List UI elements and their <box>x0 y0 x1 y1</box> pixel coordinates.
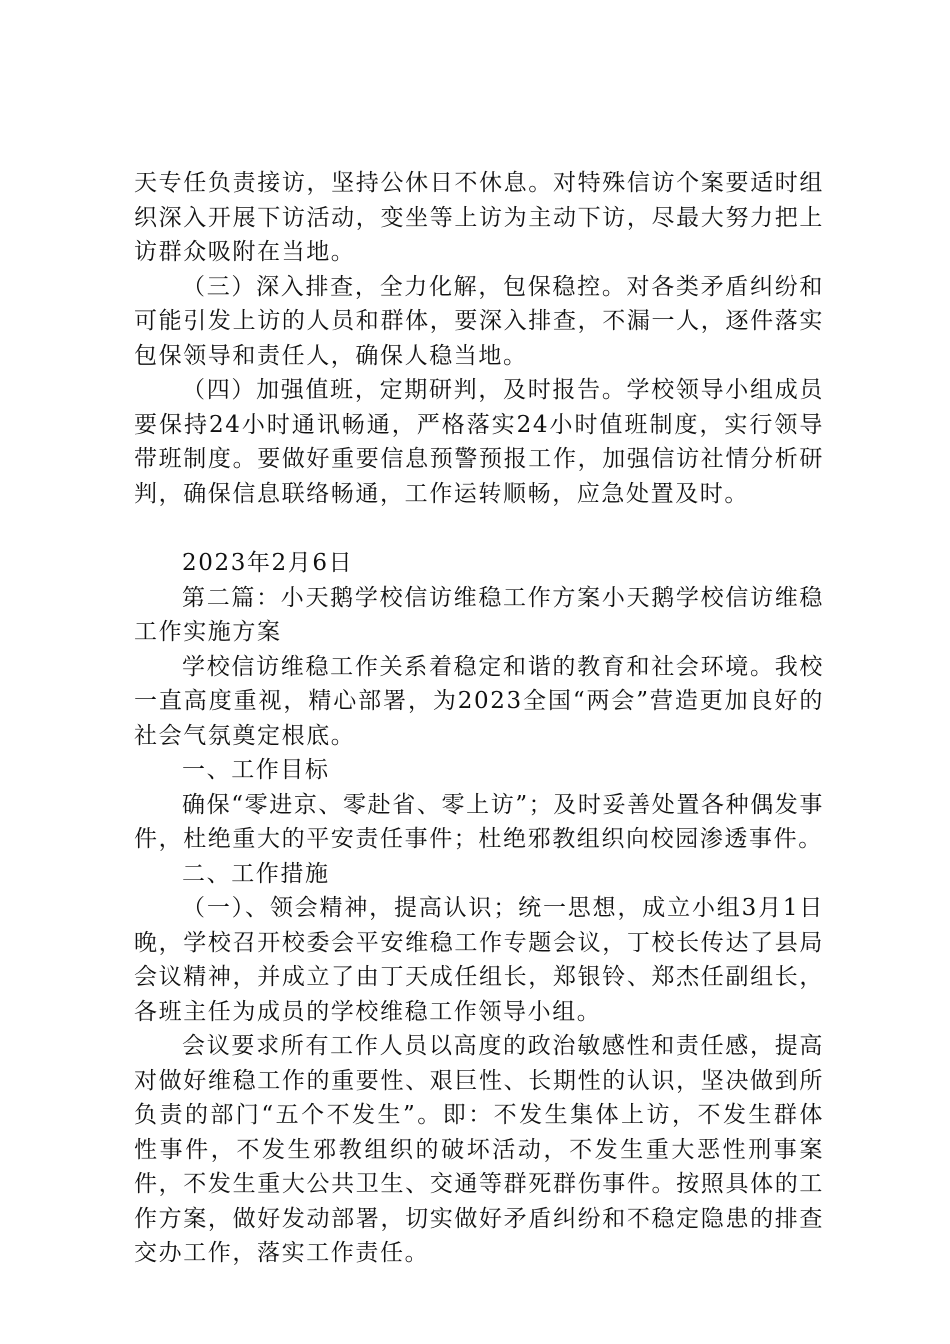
paragraph-meeting-requirements: 会议要求所有工作人员以高度的政治敏感性和责任感，提高对做好维稳工作的重要性、艰巨性、长期性的认识，坚决做到所负责的部门“五个不发生”。即：不发生集体上访，不发生群体性事件，不发生邪教组织的破坏活动，不发生重大恶性刑事案件，不发生重大公共卫生、交通等群死群伤事件。按照具体的工作方案，做好发动部署，切实做好矛盾纠纷和不稳定隐患的排查交办工作，落实工作责任。 <box>134 1033 824 1266</box>
document-body <box>134 166 824 1271</box>
heading-work-measures: 二、工作措施 <box>182 860 330 887</box>
heading-work-goals: 一、工作目标 <box>182 757 330 783</box>
paragraph-intro: 学校信访维稳工作关系着稳定和谐的教育和社会环境。我校一直高度重视，精心部署，为2023全国“两会”营造更加良好的社会气氛奠定根底。 <box>134 653 824 749</box>
paragraph-item-four: （四）加强值班，定期研判，及时报告。学校领导小组成员要保持24小时通讯畅通，严格落实24小时值班制度，实行领导带班制度。要做好重要信息预警预报工作，加强信访社情分析研判，确保信息联络畅通，工作运转顺畅，应急处置及时。 <box>134 377 824 507</box>
paragraph-item-three: （三）深入排查，全力化解，包保稳控。对各类矛盾纠纷和可能引发上访的人员和群体，要深入排查，不漏一人，逐件落实包保领导和责任人，确保人稳当地。 <box>134 273 824 369</box>
section-title-part-two: 第二篇：小天鹅学校信访维稳工作方案小天鹅学校信访维稳工作实施方案 <box>134 584 824 645</box>
paragraph-continuation: 天专任负责接访，坚持公休日不休息。对特殊信访个案要适时组织深入开展下访活动，变坐等上访为主动下访，尽最大努力把上访群众吸附在当地。 <box>134 170 824 265</box>
document-date: 2023年2月6日 <box>182 550 354 576</box>
paragraph-goals: 确保“零进京、零赴省、零上访”；及时妥善处置各种偶发事件，杜绝重大的平安责任事件；杜绝邪教组织向校园渗透事件。 <box>134 791 824 852</box>
paragraph-measure-one: （一）、领会精神，提高认识；统一思想，成立小组3月1日晚，学校召开校委会平安维稳工作专题会议，丁校长传达了县局会议精神，并成立了由丁天成任组长，郑银铃、郑杰任副组长，各班主任为成员的学校维稳工作领导小组。 <box>134 895 824 1025</box>
paragraph-gap <box>134 511 824 546</box>
